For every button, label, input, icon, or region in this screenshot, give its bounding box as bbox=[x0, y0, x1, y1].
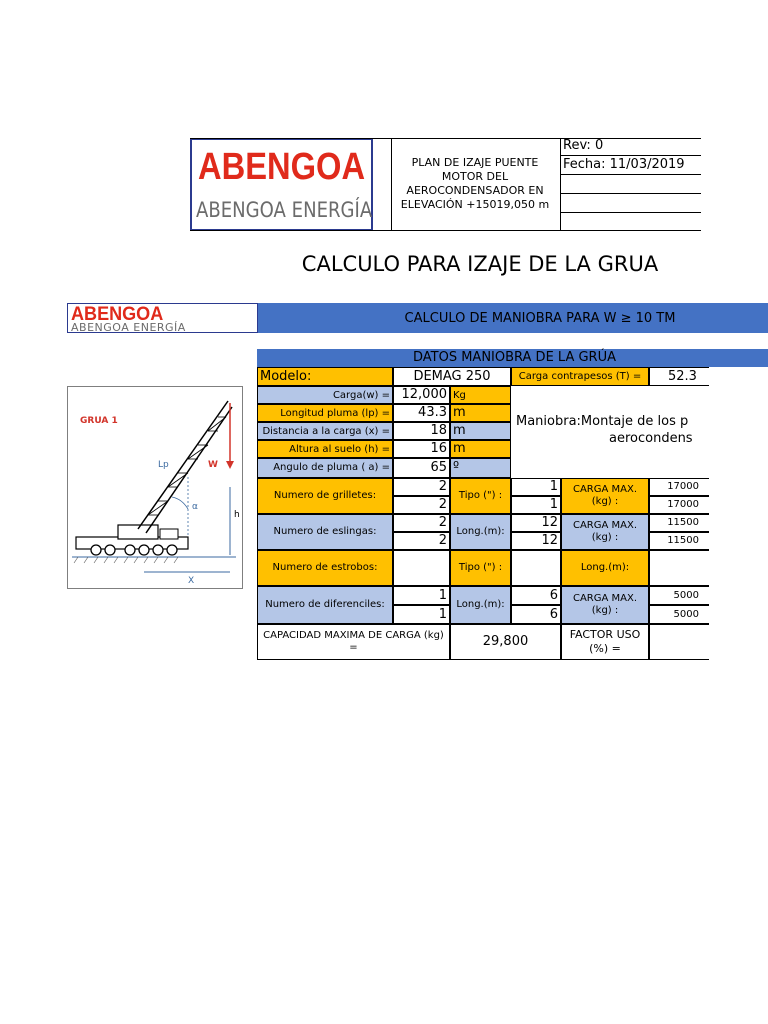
header-row-line bbox=[561, 155, 701, 156]
crane-diagram bbox=[67, 386, 243, 589]
factor-uso-label: FACTOR USO (%) = bbox=[561, 624, 649, 660]
abengoa-logo-small bbox=[67, 303, 258, 333]
grilletes-count: 2 bbox=[393, 478, 450, 496]
header-row-line bbox=[561, 174, 701, 175]
header-row-line bbox=[561, 193, 701, 194]
param-label: Altura al suelo (h) = bbox=[257, 440, 393, 458]
revision-label: Rev: 0 bbox=[563, 138, 604, 153]
eslingas-carga-value: 11500 bbox=[649, 532, 709, 550]
param-label: Carga(w) = bbox=[257, 386, 393, 404]
eslingas-long-label: Long.(m): bbox=[450, 514, 511, 550]
modelo-value: DEMAG 250 bbox=[393, 367, 511, 386]
param-value: 16 bbox=[393, 440, 450, 458]
boom-length-label: Lp bbox=[158, 460, 169, 470]
param-unit: m bbox=[450, 404, 511, 422]
diferenciales-carga-value: 5000 bbox=[649, 586, 709, 605]
height-label: h bbox=[234, 510, 240, 520]
param-unit: Kg bbox=[450, 386, 511, 404]
abengoa-logo bbox=[190, 138, 373, 231]
param-value: 65 bbox=[393, 458, 450, 478]
eslingas-long-value: 12 bbox=[511, 532, 561, 550]
section-title: CALCULO DE MANIOBRA PARA W ≥ 10 TM bbox=[404, 311, 676, 326]
estrobos-tipo-value bbox=[511, 550, 561, 586]
angle-label: α bbox=[192, 502, 198, 512]
diferenciales-count: 1 bbox=[393, 605, 450, 624]
param-label: Longitud pluma (lp) = bbox=[257, 404, 393, 422]
maniobra-line2: aerocondens bbox=[609, 431, 693, 446]
param-unit: m bbox=[450, 440, 511, 458]
eslingas-count: 2 bbox=[393, 514, 450, 532]
header-top-border bbox=[190, 138, 701, 139]
diferenciales-long-value: 6 bbox=[511, 605, 561, 624]
estrobos-label: Numero de estrobos: bbox=[257, 550, 393, 586]
modelo-label: Modelo: bbox=[257, 367, 393, 386]
load-label: W bbox=[208, 460, 218, 470]
capacidad-label: CAPACIDAD MAXIMA DE CARGA (kg) = bbox=[257, 624, 450, 660]
eslingas-carga-label: CARGA MAX. (kg) : bbox=[561, 514, 649, 550]
param-value: 18 bbox=[393, 422, 450, 440]
header-row-line bbox=[561, 212, 701, 213]
capacidad-value: 29,800 bbox=[450, 624, 561, 660]
date-label: Fecha: 11/03/2019 bbox=[563, 157, 685, 172]
param-label: Distancia a la carga (x) = bbox=[257, 422, 393, 440]
diferenciales-count: 1 bbox=[393, 586, 450, 605]
distance-label: X bbox=[188, 576, 195, 586]
crane-label: GRUA 1 bbox=[80, 416, 118, 426]
header-divider bbox=[560, 138, 561, 231]
estrobos-long-value bbox=[649, 550, 709, 586]
diferenciales-label: Numero de diferenciles: bbox=[257, 586, 393, 624]
estrobos-long-label: Long.(m): bbox=[561, 550, 649, 586]
grilletes-label: Numero de grilletes: bbox=[257, 478, 393, 514]
eslingas-carga-value: 11500 bbox=[649, 514, 709, 532]
param-value: 43.3 bbox=[393, 404, 450, 422]
grilletes-tipo-label: Tipo (") : bbox=[450, 478, 511, 514]
estrobos-tipo-label: Tipo (") : bbox=[450, 550, 511, 586]
param-unit: º bbox=[450, 458, 511, 478]
diferenciales-carga-value: 5000 bbox=[649, 605, 709, 624]
eslingas-long-value: 12 bbox=[511, 514, 561, 532]
param-unit: m bbox=[450, 422, 511, 440]
diferenciales-long-value: 6 bbox=[511, 586, 561, 605]
eslingas-count: 2 bbox=[393, 532, 450, 550]
grilletes-carga-label: CARGA MAX. (kg) : bbox=[561, 478, 649, 514]
contrapesos-value: 52.3 bbox=[649, 367, 709, 386]
header-bottom-border bbox=[190, 230, 701, 231]
datos-title: DATOS MANIOBRA DE LA GRÚA bbox=[412, 350, 616, 365]
logo-subtitle: ABENGOA ENERGÍA bbox=[196, 198, 373, 222]
param-label: Angulo de pluma ( a) = bbox=[257, 458, 393, 478]
page-title: CALCULO PARA IZAJE DE LA GRUA bbox=[301, 252, 659, 276]
logo-subtitle: ABENGOA ENERGÍA bbox=[71, 321, 186, 334]
grilletes-carga-value: 17000 bbox=[649, 496, 709, 514]
param-value: 12,000 bbox=[393, 386, 450, 404]
estrobos-count bbox=[393, 550, 450, 586]
maniobra-line1: Maniobra:Montaje de los p bbox=[516, 414, 689, 429]
grilletes-count: 2 bbox=[393, 496, 450, 514]
diferenciales-carga-label: CARGA MAX. (kg) : bbox=[561, 586, 649, 624]
grilletes-tipo-value: 1 bbox=[511, 478, 561, 496]
contrapesos-label: Carga contrapesos (T) = bbox=[511, 367, 649, 386]
factor-uso-value bbox=[649, 624, 709, 660]
eslingas-label: Numero de eslingas: bbox=[257, 514, 393, 550]
grilletes-carga-value: 17000 bbox=[649, 478, 709, 496]
crane-drawing bbox=[68, 387, 244, 590]
diferenciales-long-label: Long.(m): bbox=[450, 586, 511, 624]
grilletes-tipo-value: 1 bbox=[511, 496, 561, 514]
logo-name: ABENGOA bbox=[198, 146, 366, 188]
plan-description: PLAN DE IZAJE PUENTE MOTOR DEL AEROCONDENSADOR EN ELEVACIÓN +15019,050 m bbox=[400, 156, 550, 211]
logo-name: ABENGOA bbox=[71, 304, 164, 325]
